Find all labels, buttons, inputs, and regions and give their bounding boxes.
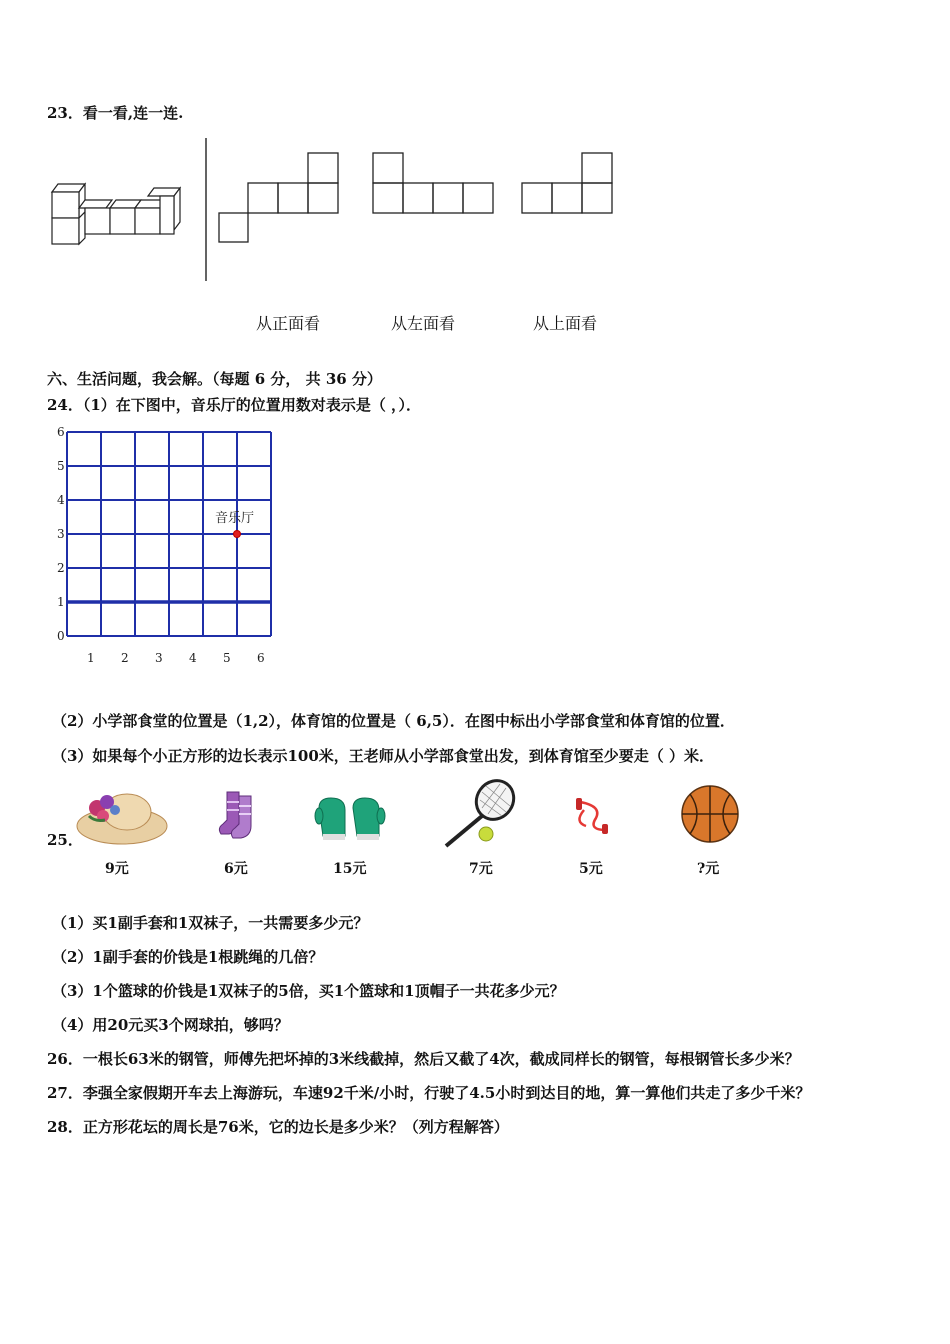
q24-part1: 24．（1）在下图中，音乐厅的位置用数对表示是（ ，）． <box>47 396 422 414</box>
view-front-figure <box>218 152 343 247</box>
section-6-title: 六、生活问题，我会解。（每题 6 分， 共 36 分） <box>47 370 382 388</box>
grid-tick-labels <box>57 425 265 665</box>
q24-part3: （3）如果每个小正方形的边长表示100米，王老师从小学部食堂出发，到体育馆至少要走（ ）米． <box>52 747 714 765</box>
basketball-image <box>680 784 740 844</box>
view-label-front: 从正面看 <box>256 314 321 333</box>
x-tick-label: 3 <box>155 651 163 665</box>
y-tick-label: 0 <box>57 629 65 643</box>
view-top-figure <box>521 152 616 217</box>
y-tick-label: 6 <box>57 425 65 439</box>
q23-title: 23．看一看,连一连. <box>47 104 184 122</box>
music-hall-point <box>234 531 241 538</box>
view-label-top: 从上面看 <box>533 314 598 333</box>
x-tick-label: 5 <box>223 651 231 665</box>
q25-question-2: （2）1副手套的价钱是1根跳绳的几倍？ <box>52 948 324 966</box>
q28-text: 28．正方形花坛的周长是76米，它的边长是多少米？（列方程解答） <box>47 1118 509 1136</box>
x-tick-label: 1 <box>87 651 95 665</box>
view-left-figure <box>372 152 497 217</box>
gloves-image <box>315 796 385 846</box>
tennis-racket-price: 7元 <box>469 861 493 877</box>
jump-rope-image <box>572 796 612 836</box>
x-tick-label: 4 <box>189 651 197 665</box>
basketball-price: ?元 <box>697 861 720 877</box>
jump-rope-price: 5元 <box>579 861 603 877</box>
x-tick-label: 6 <box>257 651 265 665</box>
y-tick-label: 1 <box>57 595 65 609</box>
hat-image <box>75 786 170 851</box>
q23-divider <box>204 138 208 283</box>
cube-arrangement-figure <box>50 180 185 245</box>
y-tick-label: 2 <box>57 561 65 575</box>
view-label-left: 从左面看 <box>391 314 456 333</box>
q25-question-3: （3）1个篮球的价钱是1双袜子的5倍，买1个篮球和1顶帽子一共花多少元？ <box>52 982 565 1000</box>
q25-question-4: （4）用20元买3个网球拍，够吗？ <box>52 1016 289 1034</box>
q25-number: 25． <box>47 831 83 849</box>
q24-part2: （2）小学部食堂的位置是（1,2），体育馆的位置是（ 6,5）．在图中标出小学部食堂和体育馆的位置． <box>52 712 735 730</box>
y-tick-label: 4 <box>57 493 65 507</box>
socks-image <box>215 790 260 845</box>
coordinate-grid <box>55 425 285 670</box>
q25-question-1: （1）买1副手套和1双袜子，一共需要多少元？ <box>52 914 369 932</box>
q27-text: 27．李强全家假期开车去上海游玩，车速92千米/小时，行驶了4.5小时到达目的地，算一算他们共走了多少千米？ <box>47 1084 811 1102</box>
socks-price: 6元 <box>224 861 248 877</box>
hat-price: 9元 <box>105 861 129 877</box>
q26-text: 26．一根长63米的钢管，师傅先把坏掉的3米线截掉，然后又截了4次，截成同样长的钢管，每根钢管长多少米？ <box>47 1050 800 1068</box>
y-tick-label: 3 <box>57 527 65 541</box>
tennis-racket-image <box>440 778 520 850</box>
music-hall-label: 音乐厅 <box>215 511 255 526</box>
gloves-price: 15元 <box>333 861 367 877</box>
x-tick-label: 2 <box>121 651 129 665</box>
y-tick-label: 5 <box>57 459 65 473</box>
